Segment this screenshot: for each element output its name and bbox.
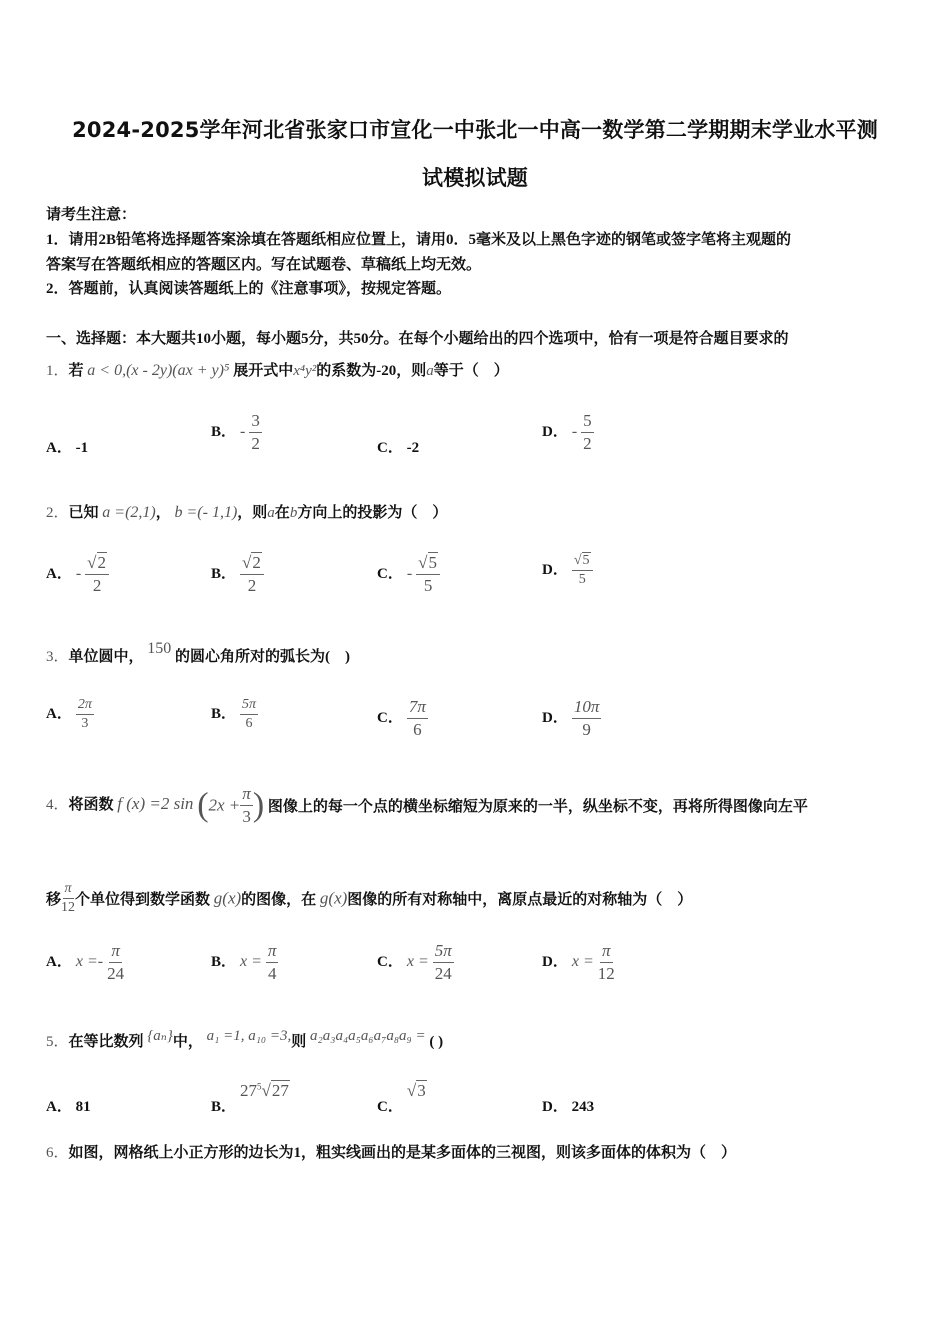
question-6: 6．如图，网格纸上小正方形的边长为1，粗实线画出的是某多面体的三视图，则该多面体的体积为（ ）	[46, 1145, 737, 1161]
q3-angle: 150	[147, 640, 172, 657]
q2-option-b[interactable]: B． $\frac{√2}{2}$	[211, 552, 264, 597]
q4-option-c[interactable]: C． x = $\frac{5\pi}{24}$	[377, 941, 452, 983]
question-3: 3．单位圆中， 150 的圆心角所对的弧长为( )	[46, 640, 351, 665]
q5-option-d[interactable]: D． 243	[542, 1099, 595, 1115]
q2-option-c[interactable]: C． - $\frac{√5}{5}$	[377, 552, 440, 597]
q4-g1: g(x)	[213, 888, 242, 908]
q1-number: 1．	[46, 363, 69, 379]
q3-option-a[interactable]: A． $\frac{2\pi}{3}$	[46, 697, 92, 731]
question-1: 1．若 a < 0,(x - 2y)(ax + y)⁵ 展开式中x⁴y²的系数为-20，则a等于（ ）	[46, 362, 509, 379]
q3-options	[46, 696, 926, 746]
q5-sequence: {aₙ}	[147, 1028, 173, 1044]
q1-term: x⁴y²	[293, 363, 317, 379]
notice-item-1a: 1．请用2B铅笔将选择题答案涂填在答题纸相应位置上，请用0．5毫米及以上黑色字迹的钢笔或签字笔将主观题的	[46, 232, 792, 248]
q2-option-d[interactable]: D． $\frac{√5}{5}$	[542, 552, 593, 589]
question-4-line2: 移 $\frac{\pi}{12}$ 个单位得到数学函数 g(x)的图像，在 g(x)图像的所有对称轴中，离原点最近的对称轴为（ ）	[46, 881, 693, 915]
q1-option-c[interactable]: C． -2	[377, 440, 420, 456]
q1-options	[46, 410, 926, 460]
q2-options	[46, 552, 926, 606]
q2-vector-a: a =(2,1)	[102, 504, 156, 521]
q1-option-b[interactable]: B． - $\frac{3}{2}$	[211, 411, 260, 453]
page-title: 2024-2025学年河北省张家口市宣化一中张北一中高一数学第二学期期末学业水平测	[72, 118, 878, 142]
q1-option-d[interactable]: D． - $\frac{5}{2}$	[542, 411, 592, 453]
q4-option-d[interactable]: D． x = $\frac{\pi}{12}$	[542, 941, 615, 983]
q5-product: a₂a₃a₄a₅a₆a₇a₈a₉ =	[310, 1028, 426, 1044]
q3-option-c[interactable]: C． $\frac{7\pi}{6}$	[377, 697, 426, 739]
q5-options	[46, 1080, 926, 1120]
notice-heading: 请考生注意：	[46, 207, 137, 223]
q2-option-a[interactable]: A． - $\frac{√2}{2}$	[46, 552, 109, 597]
q4-option-a[interactable]: A． x =- $\frac{\pi}{24}$	[46, 941, 125, 983]
notice-item-2: 2．答题前，认真阅读答题纸上的《注意事项》，按规定答题。	[46, 281, 452, 297]
page-title-line2: 试模拟试题	[422, 166, 528, 190]
notice-item-1b: 答案写在答题纸相应的答题区内。写在试题卷、草稿纸上均无效。	[46, 257, 482, 273]
q5-option-b[interactable]: B． $27^5√27$	[211, 1081, 289, 1115]
q2-vector-b: b =(- 1,1)	[174, 504, 238, 521]
q4-function: f (x) =2 sin	[117, 793, 194, 813]
question-5: 5．在等比数列 {aₙ}中， a₁ =1, a₁₀ =3,则 a₂a₃a₄a₅a₆a₇a₈a₉ = ( )	[46, 1028, 444, 1050]
q3-option-b[interactable]: B． $\frac{5\pi}{6}$	[211, 697, 257, 731]
q1-option-a[interactable]: A． -1	[46, 440, 89, 456]
q3-option-d[interactable]: D． $\frac{10\pi}{9}$	[542, 697, 600, 739]
q5-option-c[interactable]: C． √3	[377, 1081, 426, 1115]
section-heading: 一、选择题：本大题共10小题，每小题5分，共50分。在每个小题给出的四个选项中，恰有一项是符合题目要求的	[46, 331, 789, 347]
question-4: 4．将函数 f (x) =2 sin (2x + $\frac{\pi}{3}$ ) 图像上的每一个点的横坐标缩短为原来的一半，纵坐标不变，再将所得图像向左平	[46, 784, 808, 826]
question-2: 2．已知 a =(2,1)， b =(- 1,1)，则a在b方向上的投影为（ ）	[46, 504, 448, 521]
q4-g2: g(x)	[319, 888, 348, 908]
q5-option-a[interactable]: A． 81	[46, 1099, 91, 1115]
q5-condition: a₁ =1, a₁₀ =3,	[206, 1028, 292, 1044]
q4-option-b[interactable]: B． x = $\frac{\pi}{4}$	[211, 941, 277, 983]
q1-expression: a < 0,(x - 2y)(ax + y)⁵	[87, 362, 230, 379]
q4-options	[46, 940, 926, 990]
